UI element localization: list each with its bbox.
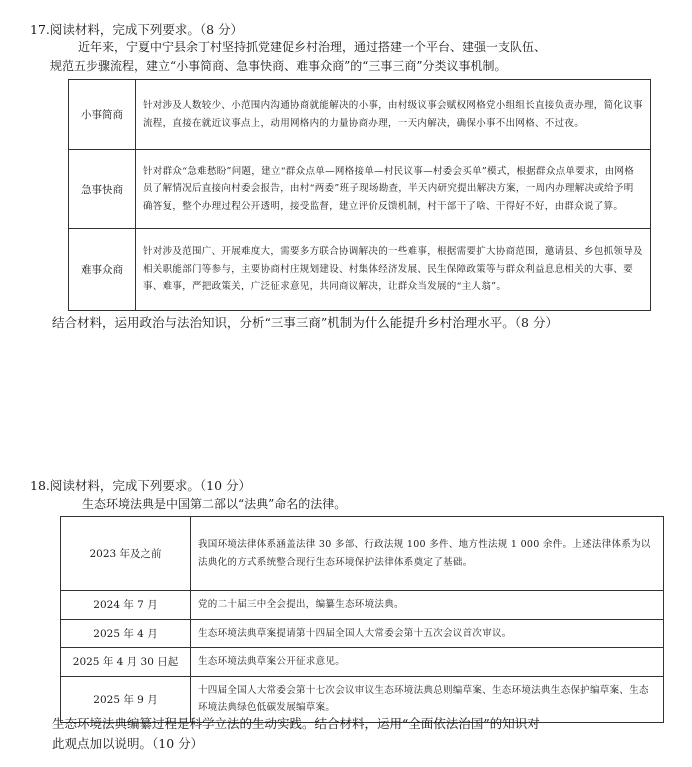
- q17-question: 结合材料，运用政治与法治知识，分析“三事三商”机制为什么能提升乡村治理水平。（8 分）: [52, 315, 558, 330]
- q17-row-label: 小事简商: [69, 80, 136, 150]
- q18-intro: 生态环境法典是中国第二部以“法典”命名的法律。: [82, 497, 347, 511]
- q17-intro-line1: 近年来，宁夏中宁县余丁村坚持抓党建促乡村治理，通过搭建一个平台、建强一支队伍、: [78, 40, 547, 54]
- q18-row-label: 2025 年 9 月: [61, 676, 191, 722]
- table-row: [61, 591, 664, 620]
- q18-row-text: 生态环境法典草案公开征求意见。: [191, 648, 664, 677]
- q18-row-text: 十四届全国人大常委会第十七次会议审议生态环境法典总则编草案、生态环境法典生态保护编草案、生态环境法典绿色低碳发展编草案。: [191, 676, 664, 722]
- q17-row-text: 针对群众“急难愁盼”问题，建立“群众点单—网格接单—村民议事—村委会买单”模式，根据群众点单要求，由网格员了解情况后直接向村委会报告，由村“两委”班子现场勘查，半天内研究提出解决方案，一周内办理解决或给予明确答复，整个办理过程公开透明，接受监督，建立评价反馈机制，村干部干了啥、干得好不好，由群众说了算。: [136, 150, 651, 229]
- q17-intro-line2: 规范五步骤流程，建立“小事简商、急事快商、难事众商”的“三事三商”分类议事机制。: [50, 59, 507, 73]
- table-row: [61, 648, 664, 677]
- q18-question-line2: 此观点加以说明。（10 分）: [52, 736, 204, 751]
- q18-row-label: 2024 年 7 月: [61, 591, 191, 620]
- q18-row-text: 生态环境法典草案提请第十四届全国人大常委会第十五次会议首次审议。: [191, 619, 664, 648]
- table-row: [61, 517, 664, 591]
- table-row: [61, 619, 664, 648]
- q17-row-label: 难事众商: [69, 229, 136, 311]
- q17-table: [68, 79, 651, 311]
- q18-row-label: 2025 年 4 月 30 日起: [61, 648, 191, 677]
- q18-row-text: 我国环境法律体系涵盖法律 30 多部、行政法规 100 多件、地方性法规 1 000 余件。上述法律体系为以法典化的方式系统整合现行生态环境保护法律体系奠定了基础。: [191, 517, 664, 591]
- q17-row-label: 急事快商: [69, 150, 136, 229]
- q18-row-label: 2023 年及之前: [61, 517, 191, 591]
- table-row: [69, 229, 651, 311]
- table-row: [69, 150, 651, 229]
- q18-question-line1: 生态环境法典编纂过程是科学立法的生动实践。结合材料，运用“全面依法治国”的知识对: [52, 716, 540, 731]
- q17-row-text: 针对涉及人数较少、小范围内沟通协商就能解决的小事，由村级议事会赋权网格党小组组长直接负责办理，简化议事流程，直接在就近议事点上，动用网格内的力量协商办理，一天内解决，确保小事不出网格、不过夜。: [136, 80, 651, 150]
- table-row: [69, 80, 651, 150]
- q18-row-label: 2025 年 4 月: [61, 619, 191, 648]
- q17-title: 17.阅读材料，完成下列要求。（8 分）: [30, 22, 244, 37]
- q18-title: 18.阅读材料，完成下列要求。（10 分）: [30, 478, 252, 493]
- q18-table: [60, 516, 664, 723]
- q18-row-text: 党的二十届三中全会提出，编纂生态环境法典。: [191, 591, 664, 620]
- q17-row-text: 针对涉及范围广、开展难度大，需要多方联合协调解决的一些难事，根据需要扩大协商范围，邀请县、乡包抓领导及相关职能部门等参与，主要协商村庄规划建设、村集体经济发展、民生保障政策等与群众利益息息相关的大事、要事、难事，严把政策关，广泛征求意见，共同商议解决，让群众当发展的“主人翁”。: [136, 229, 651, 311]
